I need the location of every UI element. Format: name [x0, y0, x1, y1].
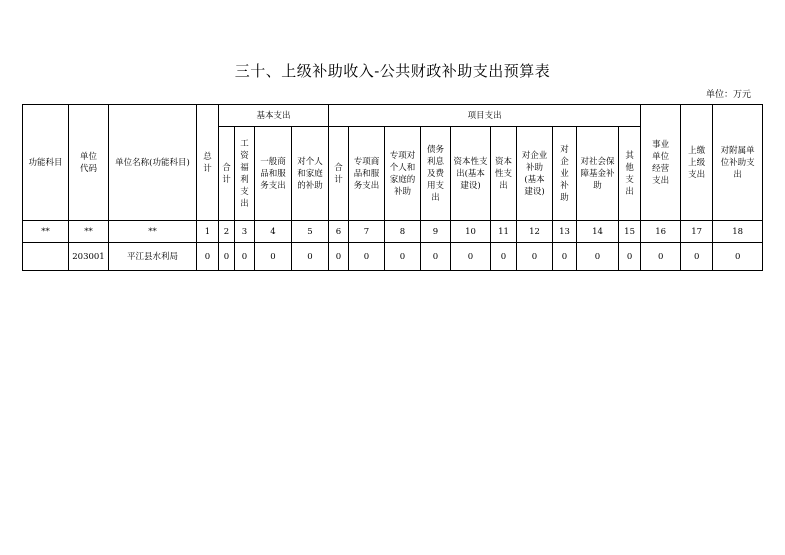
value-cell: 0: [577, 243, 619, 271]
index-cell: 12: [517, 221, 553, 243]
header-social-security: 对社会保障基金补助: [577, 127, 619, 221]
index-cell: 15: [619, 221, 641, 243]
index-cell: **: [23, 221, 69, 243]
index-cell: 5: [292, 221, 329, 243]
header-unit-code: 单位代码: [69, 105, 109, 221]
index-cell: 8: [385, 221, 421, 243]
header-business-unit: 事业单位经营支出: [641, 105, 681, 221]
header-special-goods: 专项商品和服务支出: [349, 127, 385, 221]
index-cell: 3: [235, 221, 255, 243]
value-cell: 0: [619, 243, 641, 271]
value-cell: 0: [681, 243, 713, 271]
row-unit-name: 平江县水利局: [109, 243, 197, 271]
value-cell: 0: [553, 243, 577, 271]
index-cell: 9: [421, 221, 451, 243]
index-cell: 2: [219, 221, 235, 243]
unit-label: 单位：万元: [705, 90, 751, 100]
index-cell: 7: [349, 221, 385, 243]
value-cell: 0: [255, 243, 292, 271]
header-other: 其他支出: [619, 127, 641, 221]
header-wage-welfare: 工资福利支出: [235, 127, 255, 221]
value-cell: 0: [235, 243, 255, 271]
value-cell: 0: [421, 243, 451, 271]
header-capital-basic: 资本性支出(基本建设): [451, 127, 491, 221]
value-cell: 0: [292, 243, 329, 271]
header-basic-subtotal: 合计: [219, 127, 235, 221]
page-title: 三十、上级补助收入-公共财政补助支出预算表: [234, 62, 551, 80]
value-cell: 0: [451, 243, 491, 271]
header-total: 总计: [197, 105, 219, 221]
value-cell: 0: [517, 243, 553, 271]
index-cell: 6: [329, 221, 349, 243]
index-cell: 14: [577, 221, 619, 243]
header-unit-name: 单位名称(功能科目): [109, 105, 197, 221]
header-affiliated: 对附属单位补助支出: [713, 105, 763, 221]
budget-table: [22, 104, 763, 271]
row-func-subject: [23, 243, 69, 271]
header-special-individuals: 专项对个人和家庭的补助: [385, 127, 421, 221]
header-proj-subtotal: 合计: [329, 127, 349, 221]
value-cell: 0: [641, 243, 681, 271]
header-enterprise-basic: 对企业补助(基本建设): [517, 127, 553, 221]
value-cell: 0: [349, 243, 385, 271]
index-cell: 18: [713, 221, 763, 243]
index-row: [23, 221, 763, 243]
header-basic-group: 基本支出: [219, 105, 329, 127]
table-row: [23, 243, 763, 271]
header-debt-interest: 债务利息及费用支出: [421, 127, 451, 221]
index-cell: **: [69, 221, 109, 243]
value-cell: 0: [385, 243, 421, 271]
index-cell: 1: [197, 221, 219, 243]
index-cell: 11: [491, 221, 517, 243]
index-cell: 10: [451, 221, 491, 243]
header-goods-services: 一般商品和服务支出: [255, 127, 292, 221]
index-cell: **: [109, 221, 197, 243]
index-cell: 13: [553, 221, 577, 243]
index-cell: 4: [255, 221, 292, 243]
value-cell: 0: [491, 243, 517, 271]
header-to-individuals: 对个人和家庭的补助: [292, 127, 329, 221]
index-cell: 17: [681, 221, 713, 243]
header-row-1: [23, 105, 763, 127]
value-cell: 0: [219, 243, 235, 271]
value-cell: 0: [329, 243, 349, 271]
value-cell: 0: [197, 243, 219, 271]
header-superior: 上缴上级支出: [681, 105, 713, 221]
header-project-group: 项目支出: [329, 105, 641, 127]
header-func-subject: 功能科目: [23, 105, 69, 221]
header-capital: 资本性支出: [491, 127, 517, 221]
row-unit-code: 203001: [69, 243, 109, 271]
value-cell: 0: [713, 243, 763, 271]
index-cell: 16: [641, 221, 681, 243]
header-enterprise: 对企业补助: [553, 127, 577, 221]
